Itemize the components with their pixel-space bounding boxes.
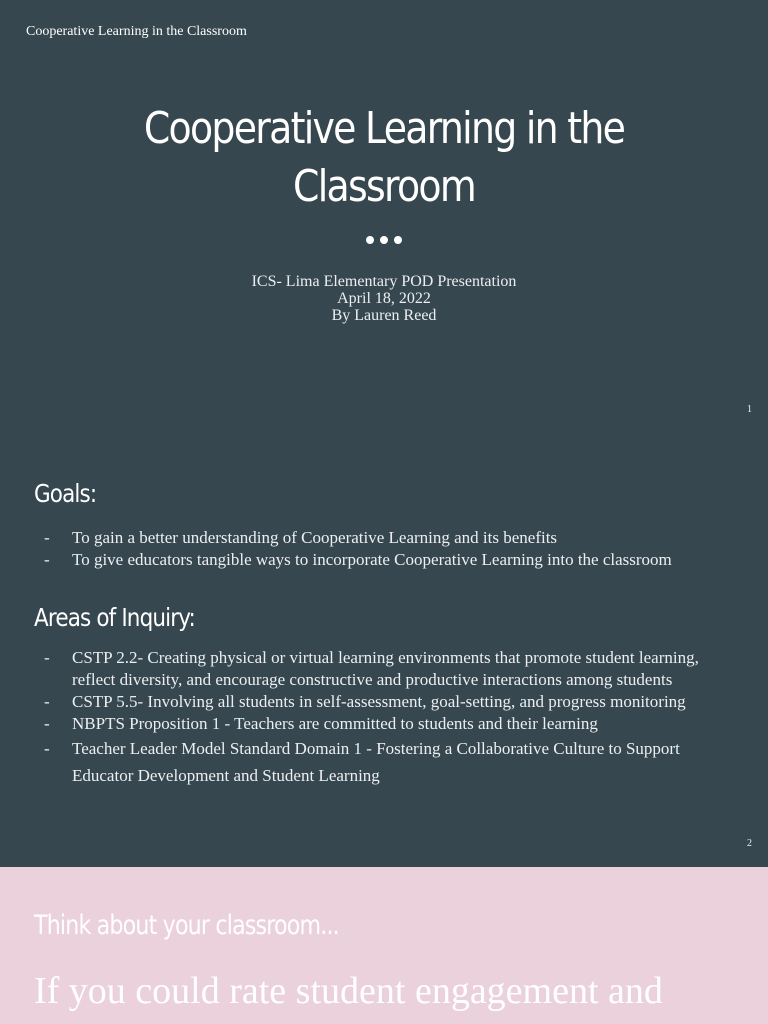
subtitle-line: April 18, 2022 xyxy=(337,290,431,307)
inquiry-list xyxy=(44,647,744,789)
slide-title-line-2: Classroom xyxy=(293,161,475,212)
bullet-dash-icon: - xyxy=(44,739,50,758)
inquiry-heading: Areas of Inquiry: xyxy=(34,603,195,632)
page-number: 2 xyxy=(747,838,752,849)
list-item: - CSTP 2.2- Creating physical or virtual learning environments that promote student learning, reflect diversity, and encourage constructive and productive interactions among students xyxy=(44,648,699,689)
slide-subtitle xyxy=(0,273,768,324)
document-header-title: Cooperative Learning in the Classroom xyxy=(26,24,247,39)
slide-3 xyxy=(0,867,768,1024)
page-number: 1 xyxy=(747,404,752,415)
bullet-dash-icon: - xyxy=(44,692,50,711)
bullet-dash-icon: - xyxy=(44,648,50,667)
slide-body-text: If you could rate student engagement and xyxy=(34,970,663,1012)
list-item: - Teacher Leader Model Standard Domain 1 - Fostering a Collaborative Culture to Support Educator Development and Student Learning xyxy=(44,735,744,789)
list-item: - To give educators tangible ways to incorporate Cooperative Learning into the classroom xyxy=(44,550,672,569)
list-item: - NBPTS Proposition 1 - Teachers are committed to students and their learning xyxy=(44,714,598,733)
ellipsis-divider-icon xyxy=(0,236,768,244)
bullet-dash-icon: - xyxy=(44,550,50,569)
slide-title-line-1: Cooperative Learning in the xyxy=(143,103,625,154)
bullet-dash-icon: - xyxy=(44,528,50,547)
goals-list xyxy=(44,527,744,571)
list-item: - To gain a better understanding of Cooperative Learning and its benefits xyxy=(44,528,558,547)
slide-1 xyxy=(0,0,768,432)
think-heading: Think about your classroom... xyxy=(34,910,339,941)
list-item: - CSTP 5.5- Involving all students in self-assessment, goal-setting, and progress monitoring xyxy=(44,692,686,711)
subtitle-line: ICS- Lima Elementary POD Presentation xyxy=(251,273,517,290)
slide-2 xyxy=(0,432,768,867)
subtitle-line: By Lauren Reed xyxy=(331,307,437,324)
goals-heading: Goals: xyxy=(34,479,97,508)
slide-title xyxy=(54,100,714,216)
bullet-dash-icon: - xyxy=(44,714,50,733)
